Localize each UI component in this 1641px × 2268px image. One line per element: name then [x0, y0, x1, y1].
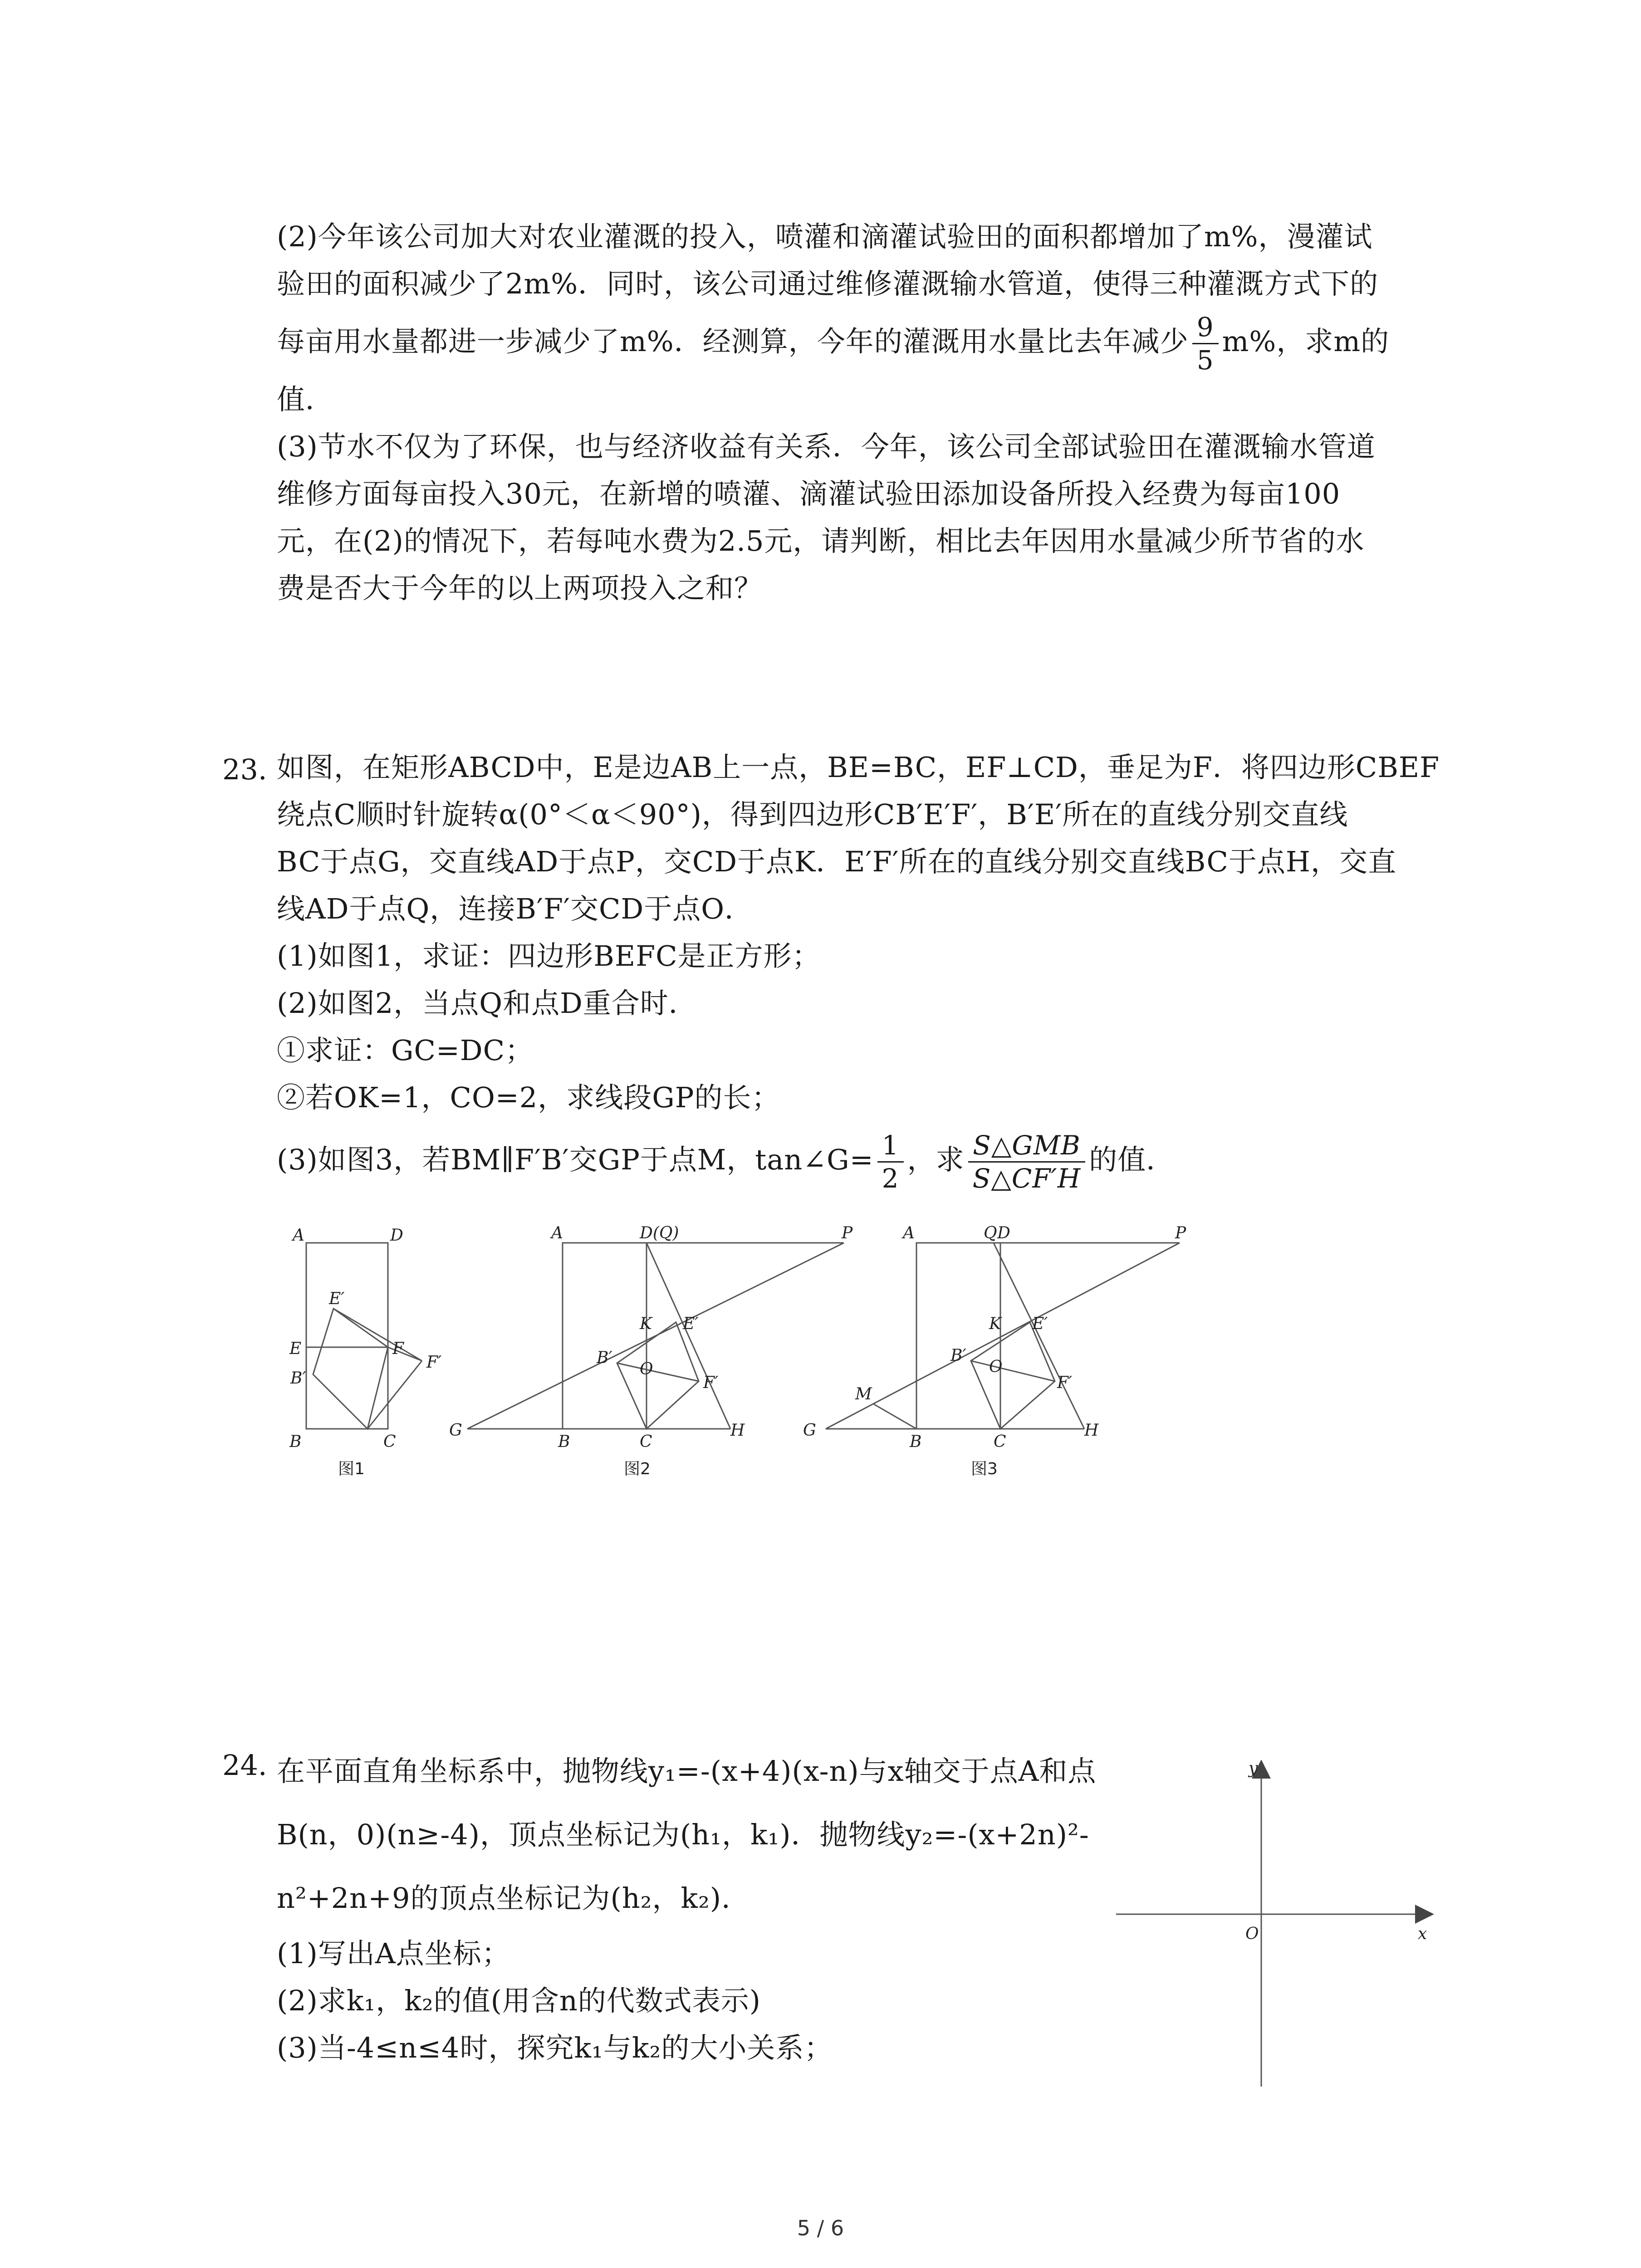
q24-line: (1)写出A点坐标； — [277, 1937, 510, 1970]
label-O: O — [640, 1360, 653, 1378]
label-H: H — [730, 1421, 745, 1440]
label-K: K — [640, 1315, 652, 1333]
q22-part2 — [277, 213, 1438, 612]
label-B: B — [558, 1432, 570, 1451]
label-F-prime: F′ — [426, 1353, 442, 1372]
label-G: G — [449, 1421, 462, 1440]
label-F: F — [392, 1339, 404, 1358]
q22-line: 维修方面每亩投入30元，在新增的喷灌、滴灌试验田添加设备所投入经费为每亩100 — [277, 477, 1341, 511]
q24-line: (3)当-4≤n≤4时，探究k₁与k₂的大小关系； — [277, 2031, 833, 2064]
q22-line: 验田的面积减少了2m%．同时，该公司通过维修灌溉输水管道，使得三种灌溉方式下的 — [277, 267, 1379, 300]
q24-body — [277, 1740, 1139, 2072]
q23-line: (1)如图1，求证：四边形BEFC是正方形； — [277, 939, 821, 973]
figure-1-caption: 图1 — [338, 1460, 365, 1478]
area-ratio-fraction: $\frac{\text{S△GMB}}{S\triangle CF'H}$ — [968, 1129, 1086, 1194]
label-B-prime: B′ — [950, 1346, 966, 1365]
label-E-prime: E′ — [329, 1290, 345, 1308]
q24-line: (2)求k₁，k₂的值(用含n的代数式表示) — [277, 1984, 761, 2017]
fraction-9-5: $\frac{9}{5}$ — [1192, 311, 1219, 376]
label-B-prime: B′ — [290, 1369, 306, 1388]
label-A: A — [903, 1225, 915, 1242]
origin-label: O — [1245, 1925, 1259, 1943]
label-P: P — [1175, 1225, 1186, 1242]
x-axis-label: x — [1418, 1925, 1427, 1943]
fraction-1-2: $\frac{1}{2}$ — [877, 1129, 904, 1194]
label-M: M — [855, 1385, 872, 1403]
q23-number: 23. — [222, 753, 267, 786]
q22-line: (3)节水不仅为了环保，也与经济收益有关系．今年，该公司全部试验田在灌溉输水管道 — [277, 430, 1376, 464]
label-A: A — [293, 1226, 304, 1245]
label-D: D — [997, 1225, 1010, 1242]
label-B: B — [289, 1432, 302, 1451]
label-E: E — [289, 1339, 302, 1358]
coordinate-axes — [1116, 1760, 1443, 2096]
q24-line: B(n，0)(n≥-4)，顶点坐标记为(h₁，k₁)．抛物线y₂=-(x+2n)²- — [277, 1818, 1089, 1851]
label-K: K — [989, 1315, 1001, 1333]
q23-line: 如图，在矩形ABCD中，E是边AB上一点，BE=BC，EF⊥CD，垂足为F．将四边形CBEF — [277, 751, 1440, 784]
label-H: H — [1084, 1421, 1099, 1440]
q24-line: n²+2n+9的顶点坐标记为(h₂，k₂)． — [277, 1882, 750, 1915]
label-B: B — [910, 1432, 922, 1451]
label-P: P — [842, 1225, 853, 1242]
figure-2-caption: 图2 — [624, 1460, 651, 1478]
q23-line: ①求证：GC=DC； — [277, 1034, 534, 1067]
q23-line: 线AD于点Q，连接B′F′交CD于点O． — [277, 892, 754, 925]
q22-line: 值． — [277, 383, 334, 416]
q22-line: (2)今年该公司加大对农业灌溉的投入，喷灌和滴灌试验田的面积都增加了m%，漫灌试 — [277, 220, 1373, 253]
figure-3-caption: 图3 — [971, 1460, 998, 1478]
label-E-prime: E′ — [683, 1315, 699, 1333]
label-Q: Q — [984, 1225, 997, 1242]
label-F-prime: F′ — [703, 1374, 719, 1392]
q22-line: 费是否大于今年的以上两项投入之和？ — [277, 572, 763, 605]
label-D-Q: D(Q) — [640, 1225, 679, 1242]
label-G: G — [803, 1421, 816, 1440]
label-C: C — [994, 1432, 1006, 1451]
q23-body — [277, 744, 1438, 1198]
q23-line: (3)如图3，若BM∥F′B′交GP于点M，tan∠G= $\frac{1}{2}$ ，求 $\frac{\text{S△GMB}}{S\triangle CF'H}$ 的值． — [277, 1130, 1175, 1194]
y-axis-label: y — [1249, 1760, 1258, 1778]
label-E-prime: E′ — [1032, 1315, 1048, 1333]
q23-line: (2)如图2，当点Q和点D重合时． — [277, 987, 697, 1020]
label-B-prime: B′ — [597, 1349, 612, 1367]
q24-number: 24. — [222, 1749, 267, 1782]
label-D: D — [390, 1226, 403, 1245]
q24-line: 在平面直角坐标系中，抛物线y₁=-(x+4)(x-n)与x轴交于点A和点 — [277, 1755, 1097, 1788]
q22-line: 元，在(2)的情况下，若每吨水费为2.5元，请判断，相比去年因用水量减少所节省的水 — [277, 524, 1365, 558]
label-C: C — [640, 1432, 652, 1451]
label-C: C — [383, 1432, 396, 1451]
label-F-prime: F′ — [1057, 1374, 1073, 1392]
q23-line: 绕点C顺时针旋转α(0°＜α＜90°)，得到四边形CB′E′F′，B′E′所在的直线分别交直线 — [277, 798, 1348, 831]
q23-line: BC于点G，交直线AD于点P，交CD于点K．E′F′所在的直线分别交直线BC于点H，交直 — [277, 845, 1396, 878]
q23-line: ②若OK=1，CO=2，求线段GP的长； — [277, 1081, 780, 1114]
page-number: 5 / 6 — [797, 2216, 844, 2240]
label-A: A — [551, 1225, 563, 1242]
figure-3 — [794, 1225, 1202, 1479]
label-O: O — [989, 1358, 1003, 1376]
q22-line: 每亩用水量都进一步减少了m%．经测算，今年的灌溉用水量比去年减少 $\frac{9}{5}$ m%，求m的 — [277, 312, 1390, 376]
